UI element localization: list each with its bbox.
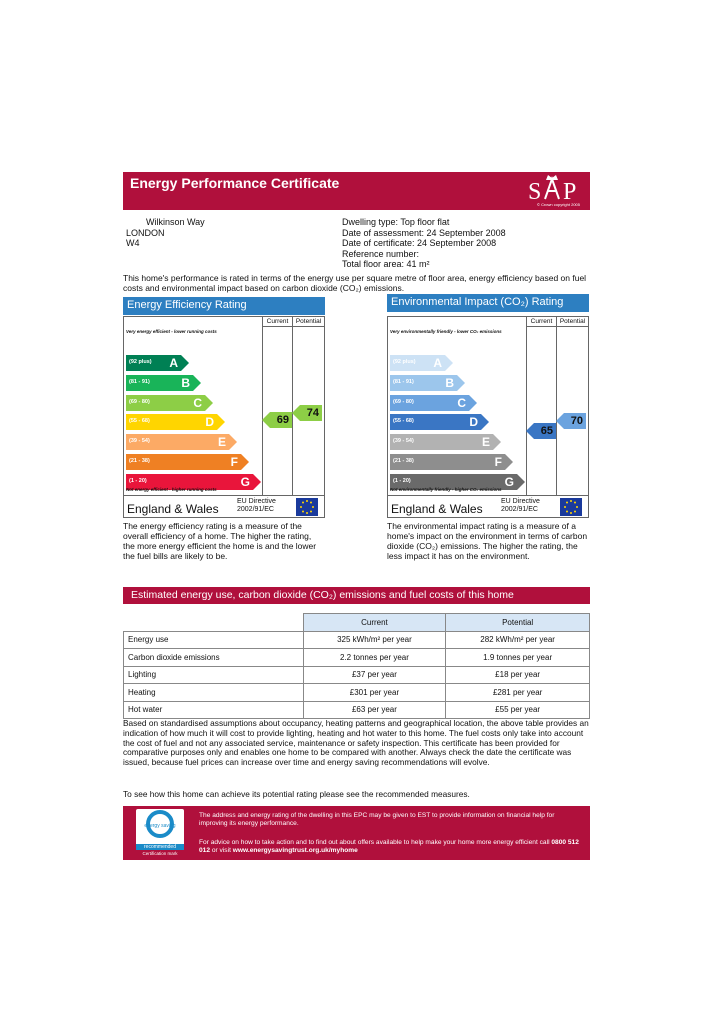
- top-note: Very energy efficient - lower running costs: [126, 329, 217, 334]
- band-letter: E: [217, 435, 226, 450]
- band-range: (69 - 80): [129, 398, 150, 405]
- top-note: Very environmentally friendly - lower CO₂ emissions: [390, 329, 502, 334]
- eu-directive: EU Directive 2002/91/EC: [501, 498, 540, 513]
- current-column-header: Current: [303, 614, 446, 632]
- rating-footer: [388, 495, 588, 517]
- table-row: [124, 701, 590, 719]
- band-range: (21 - 38): [129, 458, 150, 464]
- row-label: Hot water: [124, 701, 304, 719]
- estimates-header: Estimated energy use, carbon dioxide (CO₂) emissions and fuel costs of this home: [123, 587, 590, 604]
- band-letter: A: [169, 356, 178, 370]
- logo-label: recommended: [136, 844, 184, 850]
- copyright-note: © Crown copyright 2005: [537, 202, 580, 207]
- eu-directive: EU Directive 2002/91/EC: [237, 498, 276, 513]
- address-line: LONDON: [126, 227, 165, 238]
- sap-logo: [526, 174, 584, 208]
- potential-rating-arrow: 74: [300, 405, 322, 421]
- band-letter: F: [494, 455, 502, 469]
- band-a: [390, 355, 445, 371]
- band-range: (1 - 20): [129, 477, 147, 484]
- current-value: £301 per year: [303, 684, 446, 702]
- band-letter: E: [481, 435, 490, 450]
- band-d: [126, 414, 217, 430]
- recommended-measures-note: To see how this home can achieve its potential rating please see the recommended measures.: [123, 789, 470, 799]
- band-range: (55 - 68): [393, 418, 414, 425]
- band-b: [390, 375, 457, 391]
- advice-text: For advice on how to take action and to find out about offers available to help make your home more energy efficient call: [199, 839, 552, 846]
- band-letter: D: [469, 415, 478, 430]
- band-letter: C: [457, 395, 466, 410]
- rating-footer: [124, 495, 324, 517]
- band-f: [390, 454, 505, 470]
- logo-inner-text: energy saving: [144, 823, 176, 829]
- band-range: (55 - 68): [129, 418, 150, 425]
- current-value: 325 kWh/m² per year: [303, 631, 446, 649]
- table-row: [124, 649, 590, 667]
- row-label: Heating: [124, 684, 304, 702]
- band-range: (69 - 80): [393, 398, 414, 405]
- certification-mark-label: Certification mark: [142, 851, 178, 856]
- env-rating-description: The environmental impact rating is a measure of a home's impact on the environment in terms of carbon dioxide (CO₂) emissions. The higher the rating, the less impact it has on the environment.: [387, 521, 588, 561]
- band-range: (39 - 54): [129, 438, 150, 445]
- energy-saving-recommended-logo: [136, 809, 184, 849]
- bottom-note: Not energy efficient - higher running costs: [126, 487, 217, 492]
- current-rating-arrow: 69: [270, 412, 292, 428]
- band-range: (92 plus): [393, 359, 416, 365]
- potential-column-header: Potential: [556, 317, 588, 327]
- energy-efficiency-panel: [123, 297, 325, 561]
- potential-rating-arrow: 70: [564, 413, 586, 429]
- estimates-table: [123, 613, 590, 719]
- energy-rating-chart: [123, 316, 325, 518]
- current-rating-arrow: 65: [534, 423, 556, 439]
- region-label: England & Wales: [127, 502, 219, 516]
- band-d: [390, 414, 481, 430]
- band-letter: A: [433, 356, 442, 370]
- band-range: (81 - 91): [129, 378, 150, 385]
- band-b: [126, 375, 193, 391]
- eu-flag-icon: [560, 498, 582, 516]
- region-label: England & Wales: [391, 502, 483, 516]
- environmental-impact-panel: [387, 294, 589, 561]
- band-range: (92 plus): [129, 359, 152, 365]
- phone-number: 0800 512 012: [199, 839, 579, 854]
- band-c: [390, 395, 469, 411]
- website-link[interactable]: www.energysavingtrust.org.uk/myhome: [232, 847, 358, 854]
- energy-rating-description: The energy efficiency rating is a measure of the overall efficiency of a home. The higher the rating, the more energy efficient the home is and the lower the fuel bills are likely to be.: [123, 521, 317, 561]
- band-letter: C: [193, 395, 202, 410]
- band-e: [126, 434, 229, 450]
- table-row: [124, 684, 590, 702]
- eu-flag-icon: [296, 498, 318, 516]
- table-row: [124, 666, 590, 684]
- disclaimer-text: Based on standardised assumptions about occupancy, heating patterns and geographical location, the above table provides an indication of how much it will cost to provide lighting, heating and hot water to this home. The fuel costs only take into account the cost of fuel and not any associated service, maintenance or safety inspection. This certificate has been provided for comparative purposes only and enables one home to be compared with another. Always check the date the certificate was issued, because fuel prices can increase over time and energy saving recommendations will evolve.: [123, 718, 589, 768]
- band-a: [126, 355, 181, 371]
- band-c: [126, 395, 205, 411]
- address-line: W4: [126, 238, 140, 248]
- band-letter: D: [205, 415, 214, 430]
- current-value: 2.2 tonnes per year: [303, 649, 446, 667]
- current-column-header: Current: [262, 317, 292, 327]
- banner-text-advice: [199, 839, 584, 855]
- current-value: £63 per year: [303, 701, 446, 719]
- potential-column-header: Potential: [292, 317, 324, 327]
- svg-text:S: S: [528, 179, 542, 205]
- env-rating-chart: [387, 316, 589, 518]
- floor-area: Total floor area: 41 m²: [342, 259, 430, 269]
- env-rating-title: Environmental Impact (CO₂) Rating: [387, 294, 589, 312]
- reference-number: Reference number:: [342, 248, 420, 259]
- address-line: Wilkinson Way: [146, 217, 205, 227]
- band-letter: G: [504, 474, 514, 489]
- band-letter: F: [230, 455, 238, 469]
- band-letter: G: [240, 474, 250, 489]
- energy-rating-title: Energy Efficiency Rating: [123, 297, 325, 315]
- current-column-header: Current: [526, 317, 556, 327]
- potential-value: 1.9 tonnes per year: [446, 649, 590, 667]
- potential-value: £55 per year: [446, 701, 590, 719]
- band-range: (21 - 38): [393, 458, 414, 464]
- band-f: [126, 454, 241, 470]
- band-range: (1 - 20): [393, 477, 411, 484]
- address-block: [126, 217, 205, 249]
- potential-value: £18 per year: [446, 666, 590, 684]
- row-label: Energy use: [124, 631, 304, 649]
- svg-text:P: P: [563, 179, 577, 205]
- potential-value: 282 kWh/m² per year: [446, 631, 590, 649]
- band-letter: B: [445, 375, 454, 390]
- band-range: (39 - 54): [393, 438, 414, 445]
- row-label: Lighting: [124, 666, 304, 684]
- row-label: Carbon dioxide emissions: [124, 649, 304, 667]
- potential-value: £281 per year: [446, 684, 590, 702]
- dwelling-type: Dwelling type: Top floor flat: [342, 217, 450, 227]
- page-title: Energy Performance Certificate: [130, 175, 340, 191]
- potential-column-header: Potential: [446, 614, 590, 632]
- banner-text-est: The address and energy rating of the dwelling in this EPC may be given to EST to provide information on financial help for improving its energy performance.: [199, 812, 555, 827]
- date-of-certificate: Date of certificate: 24 September 2008: [342, 238, 497, 248]
- band-range: (81 - 91): [393, 378, 414, 385]
- intro-text: This home's performance is rated in terms of the energy use per square metre of floor area, energy efficiency based on fuel costs and environmental impact based on carbon dioxide (CO₂) emissions.: [123, 273, 587, 293]
- dwelling-details: [342, 217, 506, 270]
- date-of-assessment: Date of assessment: 24 September 2008: [342, 227, 506, 238]
- bottom-note: Not environmentally friendly - higher CO₂ emissions: [390, 487, 502, 492]
- band-letter: B: [181, 375, 190, 390]
- current-value: £37 per year: [303, 666, 446, 684]
- advice-text-mid: or visit: [210, 847, 233, 854]
- table-row: [124, 631, 590, 649]
- band-e: [390, 434, 493, 450]
- certificate-header: [123, 172, 590, 210]
- est-banner: [123, 806, 590, 860]
